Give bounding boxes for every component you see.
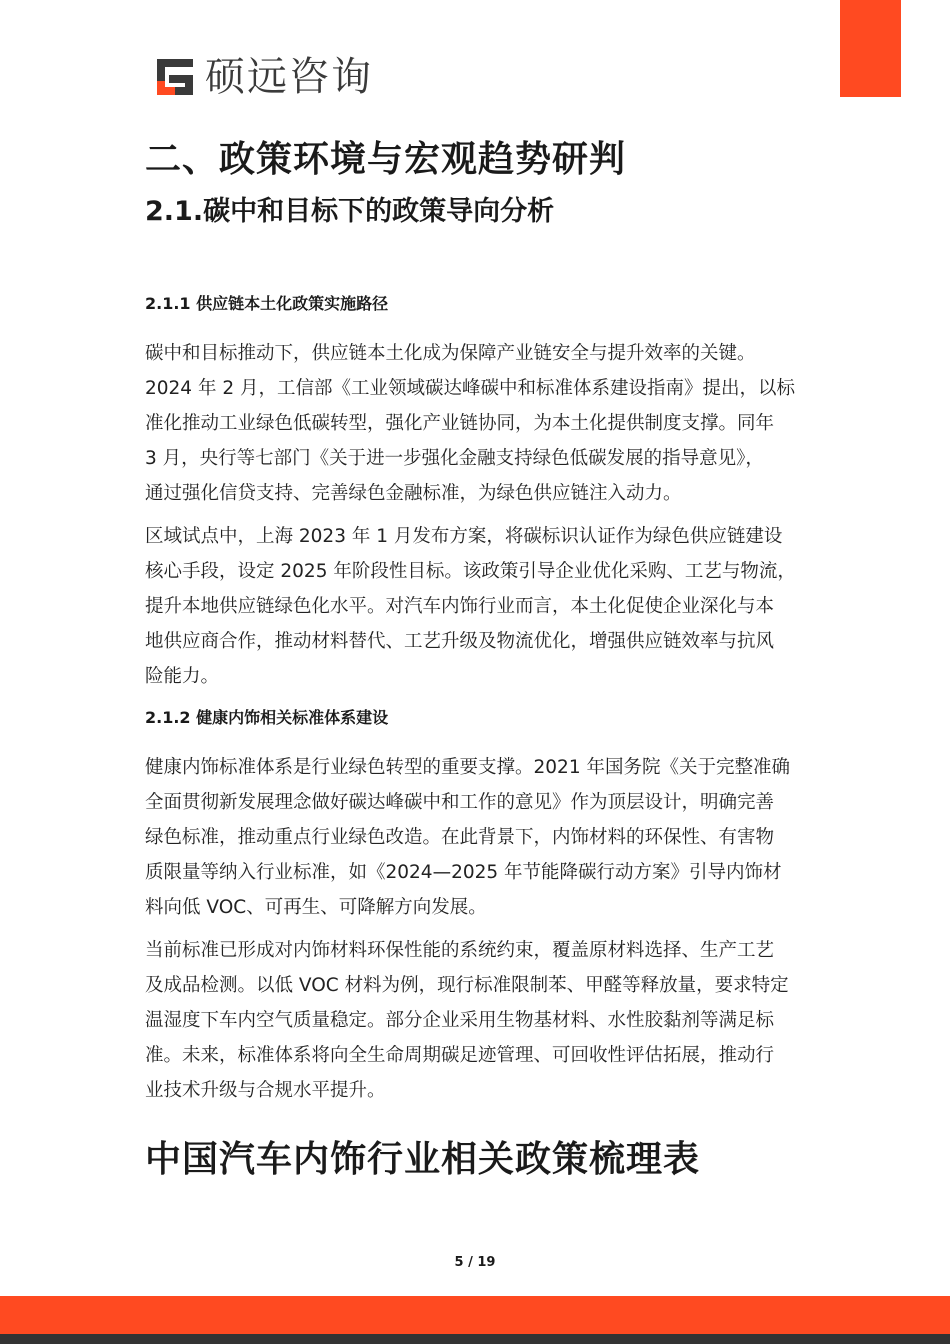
paragraph: 当前标准已形成对内饰材料环保性能的系统约束，覆盖原材料选择、生产工艺 及成品检测。以低 VOC 材料为例，现行标准限制苯、甲醛等释放量，要求特定 温湿度下车内空气质量稳定。部分企业采用生物基材料、水性胶黏剂等满足标 准。未来，标准体系将向全生命周期碳足迹管理、可回收性评估拓展，推动行 业技术升级与合规水平提升。 <box>145 940 789 1101</box>
subsection-title-1: 2.1.1 供应链本土化政策实施路径 <box>145 294 389 313</box>
paragraph: 区域试点中，上海 2023 年 1 月发布方案，将碳标识认证作为绿色供应链建设 核心手段，设定 2025 年阶段性目标。该政策引导企业优化采购、工艺与物流， 提升本地供应链绿色化水平。对汽车内饰行业而言，本土化促使企业深化与本 地供应商合作，推动材料替代、工艺升级及物流优化，增强供应链效率与抗风 险能力。 <box>145 526 796 687</box>
company-logo <box>155 55 373 99</box>
footer-dark-band <box>0 1334 950 1344</box>
section-title: 2.1.碳中和目标下的政策导向分析 <box>145 196 555 227</box>
subsection-title-2: 2.1.2 健康内饰相关标准体系建设 <box>145 708 389 727</box>
logo-mark-icon <box>155 57 199 97</box>
logo-text: 硕远咨询 <box>205 54 373 100</box>
corner-accent-bar <box>840 0 901 97</box>
table-title: 中国汽车内饰行业相关政策梳理表 <box>145 1139 701 1180</box>
chapter-title: 二、政策环境与宏观趋势研判 <box>145 139 627 180</box>
paragraph: 碳中和目标推动下，供应链本土化成为保障产业链安全与提升效率的关键。 2024 年 2 月，工信部《工业领域碳达峰碳中和标准体系建设指南》提出，以标 准化推动工业绿色低碳转型，强化产业链协同，为本土化提供制度支撑。同年 3 月，央行等七部门《关于进一步强化金融支持绿色低碳发展的指导意见》， 通过强化信贷支持、完善绿色金融标准，为绿色供应链注入动力。 <box>145 343 795 504</box>
paragraph: 健康内饰标准体系是行业绿色转型的重要支撑。2021 年国务院《关于完整准确 全面贯彻新发展理念做好碳达峰碳中和工作的意见》作为顶层设计，明确完善 绿色标准，推动重点行业绿色改造。在此背景下，内饰材料的环保性、有害物 质限量等纳入行业标准，如《2024—2025 年节能降碳行动方案》引导内饰材 料向低 VOC、可再生、可降解方向发展。 <box>145 757 790 918</box>
page-number: 5 / 19 <box>454 1255 496 1270</box>
footer-accent-band <box>0 1296 950 1334</box>
